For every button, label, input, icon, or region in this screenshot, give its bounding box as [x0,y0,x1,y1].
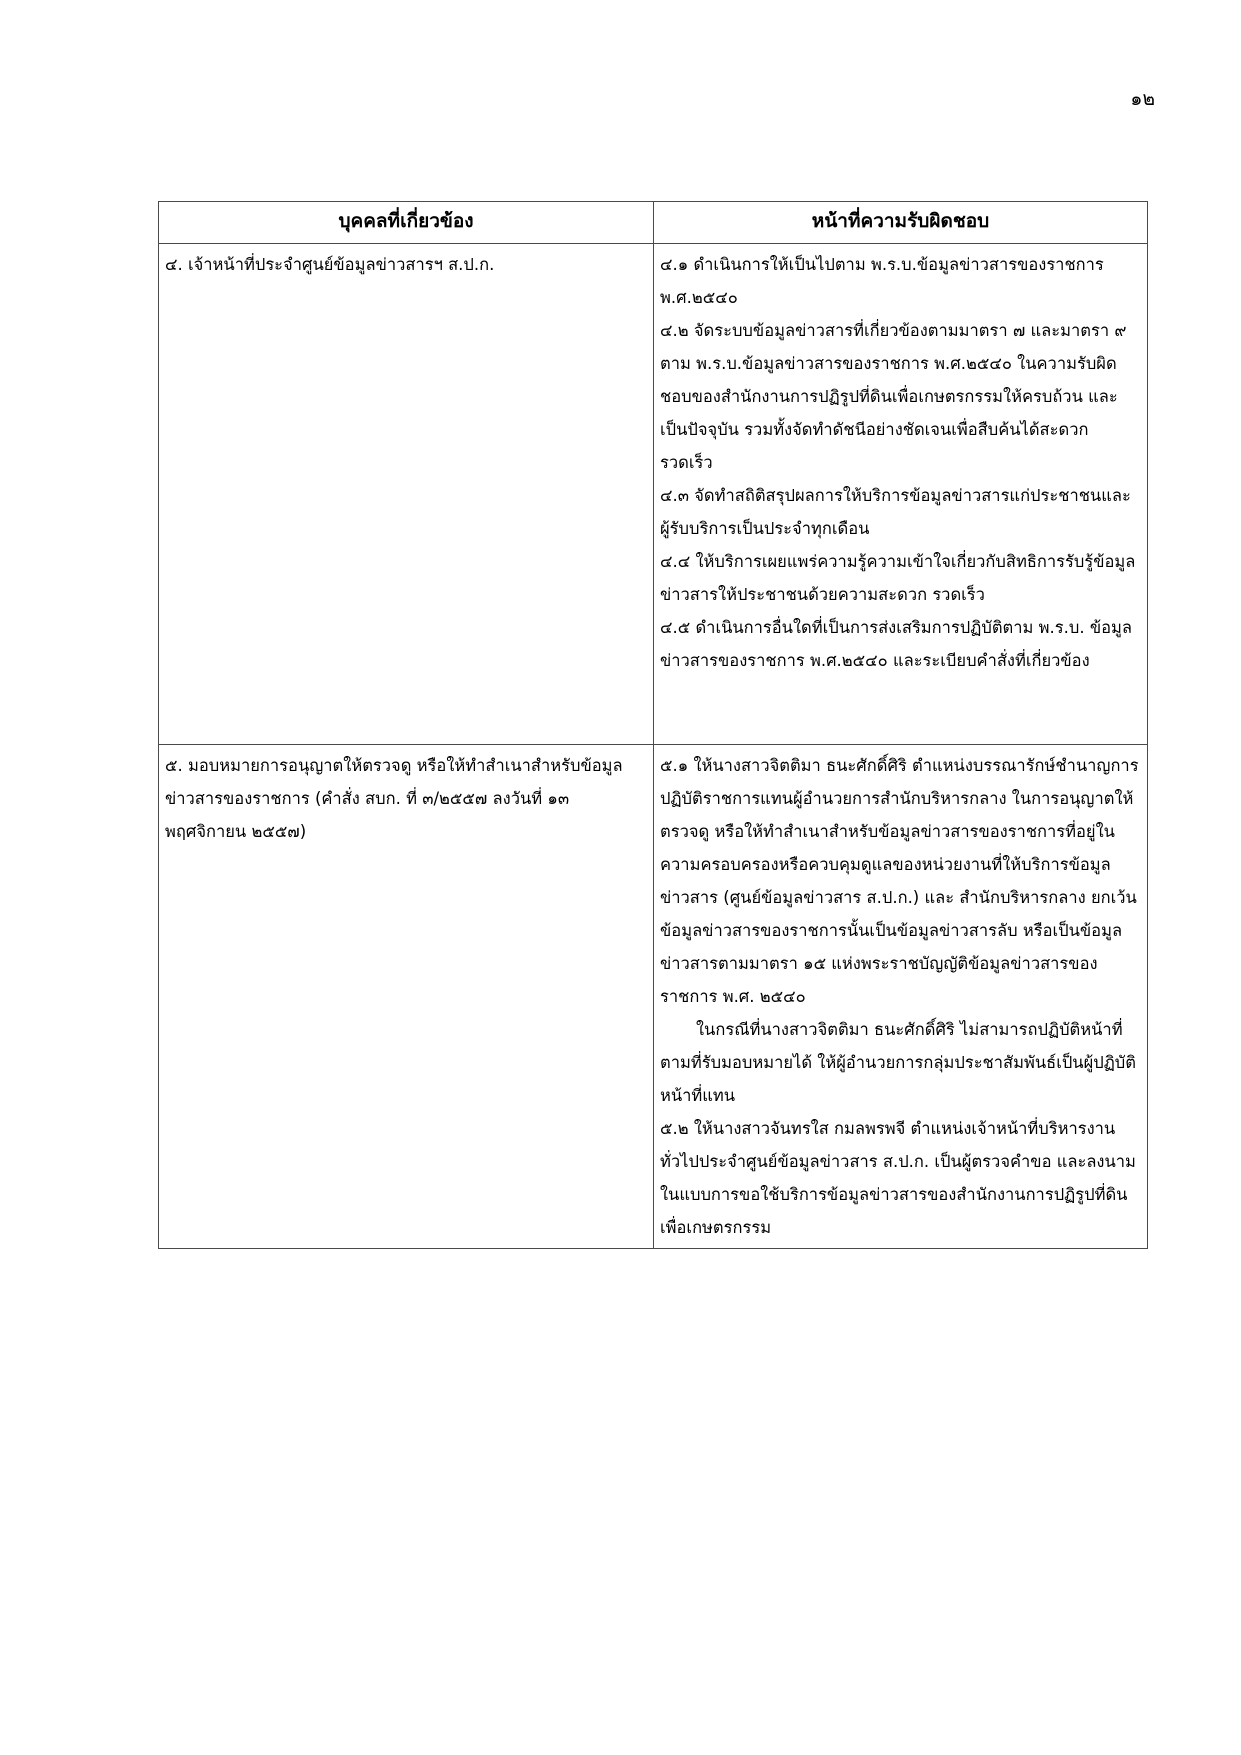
duty-item: ๕.๑ ให้นางสาวจิตติมา ธนะศักดิ์ศิริ ตำแหน่งบรรณารักษ์ชำนาญการ ปฏิบัติราชการแทนผู้อำนวยการสำนักบริหารกลาง ในการอนุญาตให้ตรวจดู หรือให้ทำสำเนาสำหรับข้อมูลข่าวสารของราชการที่อยู่ในความครอบครองหรือควบคุมดูแลของหน่วยงานที่ให้บริการข้อมูลข่าวสาร (ศูนย์ข้อมูลข่าวสาร ส.ป.ก.) และ สำนักบริหารกลาง ยกเว้นข้อมูลข่าวสารของราชการนั้นเป็นข้อมูลข่าวสารลับ หรือเป็นข้อมูลข่าวสารตามมาตรา ๑๕ แห่งพระราชบัญญัติข้อมูลข่าวสารของราชการ พ.ศ. ๒๕๔๐ [660,756,1139,1006]
person-cell [159,745,654,1249]
duty-item: ๔.๕ ดำเนินการอื่นใดที่เป็นการส่งเสริมการปฏิบัติตาม พ.ร.บ. ข้อมูลข่าวสารของราชการ พ.ศ.๒๕๔๐ และระเบียบคำสั่งที่เกี่ยวข้อง [660,618,1133,670]
person-text: ๕. มอบหมายการอนุญาตให้ตรวจดู หรือให้ทำสำเนาสำหรับข้อมูลข่าวสารของราชการ (คำสั่ง สบก. ที่ ๓/๒๕๕๗ ลงวันที่ ๑๓ พฤศจิกายน ๒๕๕๗) [165,756,623,841]
person-text: ๔. เจ้าหน้าที่ประจำศูนย์ข้อมูลข่าวสารฯ ส.ป.ก. [165,255,495,274]
duty-cell [654,244,1148,745]
duty-item: ๕.๒ ให้นางสาวจันทรใส กมลพรพจี ตำแหน่งเจ้าหน้าที่บริหารงานทั่วไปประจำศูนย์ข้อมูลข่าวสาร ส.ป.ก. เป็นผู้ตรวจคำขอ และลงนามในแบบการขอใช้บริการข้อมูลข่าวสารของสำนักงานการปฏิรูปที่ดินเพื่อเกษตรกรรม [660,1119,1136,1237]
page-number: ๑๒ [1130,88,1155,110]
header-person: บุคคลที่เกี่ยวข้อง [159,202,654,244]
duty-item: ๔.๓ จัดทำสถิติสรุปผลการให้บริการข้อมูลข่าวสารแก่ประชาชนและผู้รับบริการเป็นประจำทุกเดือน [660,486,1131,538]
duty-cell [654,745,1148,1249]
table-row [159,745,1148,1249]
responsibility-table [158,201,1148,1249]
duty-note: ในกรณีที่นางสาวจิตติมา ธนะศักดิ์ศิริ ไม่สามารถปฏิบัติหน้าที่ตามที่รับมอบหมายได้ ให้ผู้อำนวยการกลุ่มประชาสัมพันธ์เป็นผู้ปฏิบัติหน้าที่แทน [660,1020,1136,1105]
duty-item: ๔.๒ จัดระบบข้อมูลข่าวสารที่เกี่ยวข้องตามมาตรา ๗ และมาตรา ๙ ตาม พ.ร.บ.ข้อมูลข่าวสารของราชการ พ.ศ.๒๕๔๐ ในความรับผิดชอบของสำนักงานการปฏิรูปที่ดินเพื่อเกษตรกรรมให้ครบถ้วน และเป็นปัจจุบัน รวมทั้งจัดทำดัชนีอย่างชัดเจนเพื่อสืบค้นได้สะดวกรวดเร็ว [660,321,1127,472]
person-cell [159,244,654,745]
header-duty: หน้าที่ความรับผิดชอบ [654,202,1148,244]
table-header-row [159,202,1148,244]
table-row [159,244,1148,745]
duty-item: ๔.๔ ให้บริการเผยแพร่ความรู้ความเข้าใจเกี่ยวกับสิทธิการรับรู้ข้อมูลข่าวสารให้ประชาชนด้วยความสะดวก รวดเร็ว [660,552,1136,604]
duty-item: ๔.๑ ดำเนินการให้เป็นไปตาม พ.ร.บ.ข้อมูลข่าวสารของราชการ พ.ศ.๒๕๔๐ [660,255,1104,307]
